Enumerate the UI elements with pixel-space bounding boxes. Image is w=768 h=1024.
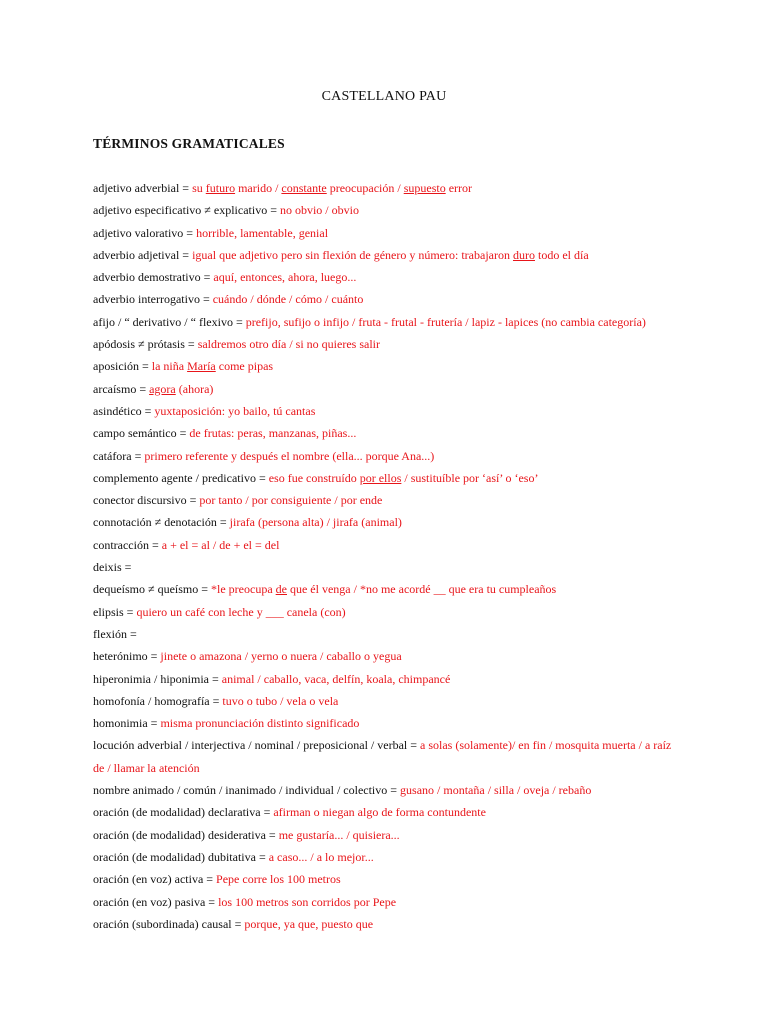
glossary-list (93, 177, 683, 935)
glossary-entry (93, 333, 683, 355)
glossary-term: adjetivo adverbial = (93, 181, 193, 195)
glossary-entry (93, 177, 683, 199)
underlined-example: futuro (205, 181, 236, 195)
glossary-entry (93, 199, 683, 221)
glossary-entry (93, 824, 683, 846)
definition-text: marido / (235, 181, 282, 195)
definition-text: error (445, 181, 473, 195)
glossary-term: adverbio demostrativo = (93, 270, 214, 285)
glossary-term: oración (en voz) activa = (93, 872, 217, 887)
definition-text: eso fue construído (268, 470, 360, 485)
glossary-definition (160, 649, 401, 663)
glossary-definition (196, 226, 328, 240)
glossary-term: nombre animado / común / inanimado / individual / colectivo = (93, 783, 401, 798)
glossary-entry (93, 288, 683, 310)
definition-text: afirman o niegan algo de forma contundente (273, 805, 486, 820)
definition-text: porque, ya que, puesto que (244, 916, 374, 931)
glossary-entry (93, 913, 683, 935)
glossary-term: adverbio interrogativo = (93, 292, 213, 307)
glossary-entry (93, 712, 683, 734)
underlined-example: agora (149, 381, 176, 396)
underlined-example: supuesto (403, 181, 446, 195)
glossary-term: adjetivo especificativo ≠ explicativo = (93, 203, 280, 218)
glossary-entry (93, 467, 683, 489)
glossary-entry (93, 645, 683, 667)
glossary-definition (152, 359, 273, 373)
underlined-example: por ellos (359, 470, 402, 485)
glossary-definition (216, 872, 341, 886)
glossary-definition (154, 404, 315, 418)
definition-text: no obvio / obvio (279, 203, 359, 218)
glossary-definition (192, 181, 472, 195)
glossary-term: aposición = (93, 359, 152, 374)
definition-text: su (192, 181, 206, 195)
glossary-entry (93, 400, 683, 422)
glossary-entry (93, 445, 683, 467)
definition-text: gusano / montaña / silla / oveja / rebaño (400, 783, 592, 798)
glossary-definition (192, 248, 589, 262)
definition-text: de frutas: peras, manzanas, piñas... (189, 426, 357, 441)
glossary-term: dequeísmo ≠ queísmo = (93, 582, 212, 597)
glossary-definition (246, 315, 646, 329)
glossary-definition (269, 471, 539, 485)
glossary-entry (93, 244, 683, 266)
section-heading: TÉRMINOS GRAMATICALES (93, 136, 285, 151)
glossary-term: oración (subordinada) causal = (93, 916, 245, 931)
glossary-definition (244, 917, 373, 931)
glossary-definition (280, 203, 359, 217)
glossary-term: oración (en voz) pasiva = (93, 894, 219, 909)
definition-text: saldremos otro día / si no quieres salir (197, 337, 380, 352)
glossary-entry (93, 355, 683, 377)
glossary-entry (93, 311, 683, 333)
glossary-entry (93, 623, 683, 645)
glossary-definition (199, 493, 382, 507)
definition-text: primero referente y después el nombre (ella... porque Ana...) (144, 448, 435, 463)
definition-text: la niña (151, 359, 188, 374)
definition-text: horrible, lamentable, genial (196, 225, 329, 240)
definition-text: prefijo, sufijo o infijo / fruta - frutal - frutería / lapiz - lapices (no cambia categoría) (245, 314, 646, 329)
definition-text: que él venga / *no me acordé __ que era tu cumpleaños (286, 582, 557, 597)
glossary-term: deixis = (93, 560, 132, 575)
glossary-definition (273, 805, 486, 819)
glossary-entry (93, 891, 683, 913)
underlined-example: María (187, 359, 216, 374)
glossary-term: asindético = (93, 403, 155, 418)
glossary-definition (149, 382, 213, 396)
glossary-entry (93, 601, 683, 623)
glossary-entry (93, 556, 683, 578)
definition-text: preocupación / (326, 181, 404, 195)
glossary-definition (144, 449, 434, 463)
glossary-entry (93, 534, 683, 556)
definition-text: (ahora) (175, 381, 214, 396)
underlined-example: de (275, 582, 287, 597)
definition-text: igual que adjetivo pero sin flexión de género y número: trabajaron (192, 247, 513, 262)
glossary-entry (93, 578, 683, 600)
glossary-term: arcaísmo = (93, 381, 150, 396)
glossary-definition (213, 292, 364, 306)
definition-text: me gustaría... / quisiera... (278, 827, 400, 842)
glossary-entry (93, 690, 683, 712)
glossary-definition (230, 515, 402, 529)
glossary-term: catáfora = (93, 448, 145, 463)
glossary-term: flexión = (93, 626, 137, 641)
glossary-definition (218, 895, 396, 909)
glossary-definition (160, 716, 359, 730)
glossary-term: elipsis = (93, 604, 137, 619)
definition-text: Pepe corre los 100 metros (216, 872, 341, 887)
definition-text: aquí, entonces, ahora, luego... (213, 270, 357, 285)
glossary-entry (93, 868, 683, 890)
glossary-definition (162, 538, 280, 552)
glossary-entry (93, 378, 683, 400)
glossary-entry (93, 511, 683, 533)
glossary-definition (213, 270, 356, 284)
definition-text: quiero un café con leche y ___ canela (con) (136, 604, 346, 619)
glossary-entry (93, 422, 683, 444)
glossary-entry (93, 846, 683, 868)
glossary-term: afijo / “ derivativo / “ flexivo = (93, 314, 246, 329)
definition-text: por tanto / por consiguiente / por ende (199, 493, 383, 508)
glossary-entry (93, 489, 683, 511)
definition-text: misma pronunciación distinto significado (160, 716, 360, 731)
definition-text: los 100 metros son corridos por Pepe (218, 894, 397, 909)
glossary-term: homonimia = (93, 716, 161, 731)
definition-text: a solas (solamente)/ en fin / mosquita muerta / a raíz de / llamar la atención (93, 738, 672, 775)
glossary-definition (211, 582, 556, 596)
underlined-example: constante (281, 181, 327, 195)
glossary-entry (93, 734, 683, 779)
glossary-definition (279, 828, 400, 842)
glossary-entry (93, 668, 683, 690)
definition-text: cuándo / dónde / cómo / cuánto (212, 292, 364, 307)
glossary-definition (198, 337, 380, 351)
page-title: CASTELLANO PAU (321, 89, 447, 104)
definition-text: jinete o amazona / yerno o nuera / caballo o yegua (160, 649, 402, 664)
definition-text: animal / caballo, vaca, delfín, koala, chimpancé (221, 671, 451, 686)
glossary-definition (400, 783, 591, 797)
glossary-definition (269, 850, 374, 864)
glossary-term: locución adverbial / interjectiva / nominal / preposicional / verbal = (93, 738, 420, 753)
underlined-example: duro (512, 247, 535, 262)
glossary-term: contracción = (93, 537, 162, 552)
glossary-term: complemento agente / predicativo = (93, 470, 269, 485)
definition-text: yuxtaposición: yo bailo, tú cantas (154, 403, 316, 418)
glossary-term: apódosis ≠ prótasis = (93, 337, 198, 352)
definition-text: jirafa (persona alta) / jirafa (animal) (229, 515, 402, 530)
glossary-entry (93, 801, 683, 823)
glossary-term: oración (de modalidad) declarativa = (93, 805, 274, 820)
glossary-term: oración (de modalidad) dubitativa = (93, 849, 269, 864)
glossary-definition (222, 672, 451, 686)
definition-text: / sustituíble por ‘así’ o ‘eso’ (401, 470, 539, 485)
definition-text: todo el día (534, 247, 589, 262)
definition-text: tuvo o tubo / vela o vela (222, 693, 339, 708)
glossary-term: conector discursivo = (93, 493, 200, 508)
definition-text: a + el = al / de + el = del (161, 537, 280, 552)
glossary-term: adjetivo valorativo = (93, 225, 197, 240)
glossary-term: homofonía / homografía = (93, 693, 223, 708)
definition-text: come pipas (215, 359, 274, 374)
glossary-definition (136, 605, 345, 619)
glossary-definition (222, 694, 338, 708)
glossary-definition (189, 426, 356, 440)
definition-text: *le preocupa (211, 582, 276, 597)
glossary-term: campo semántico = (93, 426, 190, 441)
glossary-term: heterónimo = (93, 649, 161, 664)
glossary-entry (93, 779, 683, 801)
definition-text: a caso... / a lo mejor... (268, 849, 374, 864)
glossary-entry (93, 222, 683, 244)
glossary-term: oración (de modalidad) desiderativa = (93, 827, 279, 842)
glossary-term: adverbio adjetival = (93, 247, 193, 262)
glossary-entry (93, 266, 683, 288)
glossary-term: connotación ≠ denotación = (93, 515, 230, 530)
glossary-term: hiperonimia / hiponimia = (93, 671, 222, 686)
